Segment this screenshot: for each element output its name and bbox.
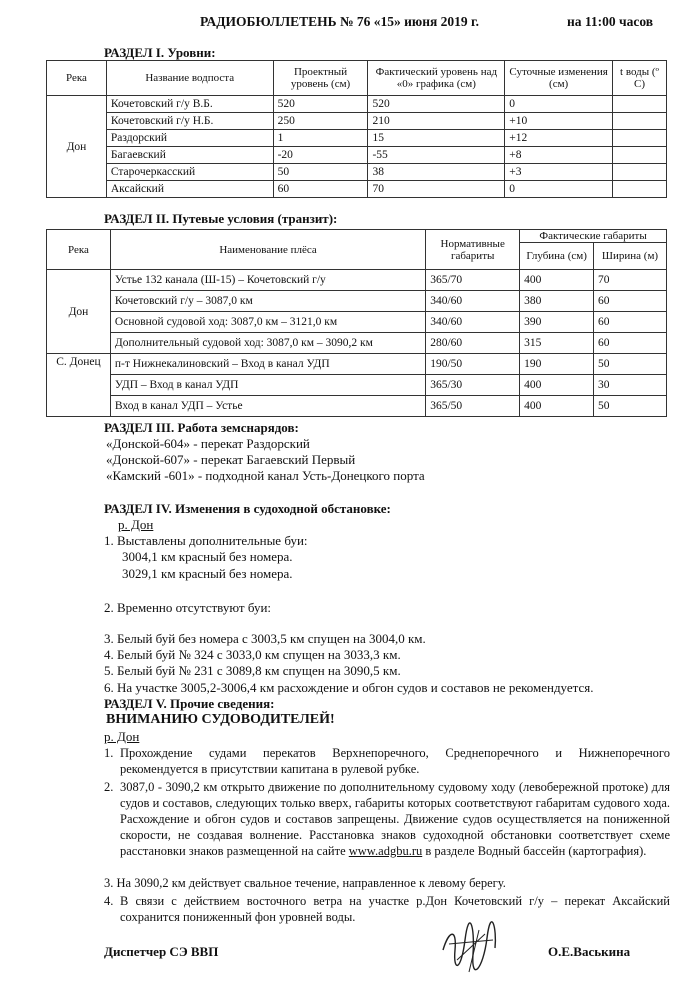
change-subitem: 3029,1 км красный без номера. — [122, 566, 293, 581]
col-river: Река — [47, 61, 107, 96]
daily-cell: 0 — [505, 181, 613, 198]
design-cell: 1 — [273, 130, 368, 147]
change-subitem: 3004,1 км красный без номера. — [122, 549, 293, 564]
river-cell: Дон — [47, 270, 111, 354]
actual-cell: -55 — [368, 147, 505, 164]
dredger-line: «Донской-604» - перекат Раздорский — [106, 436, 310, 451]
daily-cell: +12 — [505, 130, 613, 147]
route-header-row — [47, 230, 667, 243]
post-cell: Кочетовский г/у Н.Б. — [106, 113, 273, 130]
table-row — [47, 96, 667, 113]
note-paragraph: 3. На 3090,2 км действует свальное течение, направленное к левому берегу. — [104, 876, 506, 890]
depth-cell: 190 — [520, 354, 594, 375]
note-paragraph — [120, 779, 670, 859]
col-depth: Глубина (см) — [520, 243, 594, 270]
col-temp: t воды (º С) — [613, 61, 667, 96]
temp-cell — [613, 181, 667, 198]
temp-cell — [613, 147, 667, 164]
actual-cell: 210 — [368, 113, 505, 130]
note-text: 3087,0 - 3090,2 км открыто движение по дополнительному судовому ходу (левобережной протоке) для судов и составов, следующих только вверх, габариты которых соответствуют габаритам судового хода. Расхождение и обгон судов и составов запрещены. Движение судов осуществляется на пониженной скорости, не создавая волнение. Расстановка знаков судоходной обстановки соответствует схеме расстановки знаков размещенной на сайте — [120, 780, 670, 858]
table-row — [47, 130, 667, 147]
temp-cell — [613, 113, 667, 130]
change-item: 4. Белый буй № 324 с 3033,0 км спущен на 3033,3 км. — [104, 647, 401, 662]
design-cell: 50 — [273, 164, 368, 181]
norm-cell: 340/60 — [426, 291, 520, 312]
section2-title: РАЗДЕЛ II. Путевые условия (транзит): — [104, 211, 338, 226]
col-actual: Фактический уровень над «0» графика (см) — [368, 61, 505, 96]
dredger-line: «Донской-607» - перекат Багаевский Первый — [106, 452, 356, 467]
daily-cell: +3 — [505, 164, 613, 181]
post-cell: Багаевский — [106, 147, 273, 164]
daily-cell: +10 — [505, 113, 613, 130]
dredger-line: «Камский -601» - подходной канал Усть-Донецкого порта — [106, 468, 425, 483]
attention-heading: ВНИМАНИЮ СУДОВОДИТЕЛЕЙ! — [106, 712, 335, 727]
table-row — [47, 396, 667, 417]
river-label: р. Дон — [118, 517, 154, 532]
actual-cell: 15 — [368, 130, 505, 147]
bulletin-time: на 11:00 часов — [567, 14, 654, 29]
river-label: р. Дон — [104, 729, 140, 744]
post-cell: Старочеркасский — [106, 164, 273, 181]
col-river: Река — [47, 230, 111, 270]
bulletin-title: РАДИОБЮЛЛЕТЕНЬ № 76 «15» июня 2019 г. — [200, 14, 480, 29]
depth-cell: 390 — [520, 312, 594, 333]
col-post: Название водпоста — [106, 61, 273, 96]
stretch-cell: п-т Нижнекалиновский – Вход в канал УДП — [110, 354, 425, 375]
design-cell: 520 — [273, 96, 368, 113]
post-cell: Раздорский — [106, 130, 273, 147]
stretch-cell: Вход в канал УДП – Устье — [110, 396, 425, 417]
norm-cell: 190/50 — [426, 354, 520, 375]
note-number: 4. — [104, 894, 114, 908]
design-cell: 250 — [273, 113, 368, 130]
width-cell: 30 — [594, 375, 667, 396]
width-cell: 70 — [594, 270, 667, 291]
temp-cell — [613, 164, 667, 181]
depth-cell: 315 — [520, 333, 594, 354]
table-row — [47, 333, 667, 354]
norm-cell: 365/70 — [426, 270, 520, 291]
note-number: 2. — [104, 780, 114, 794]
width-cell: 60 — [594, 291, 667, 312]
note-paragraph: Прохождение судами перекатов Верхнепоречного, Среднепоречного и Нижнепоречного рекомендуется в присутствии капитана в рулевой рубке. — [120, 746, 670, 776]
norm-cell: 280/60 — [426, 333, 520, 354]
table-row — [47, 270, 667, 291]
depth-cell: 400 — [520, 396, 594, 417]
stretch-cell: Кочетовский г/у – 3087,0 км — [110, 291, 425, 312]
stretch-cell: Основной судовой ход: 3087,0 км – 3121,0 км — [110, 312, 425, 333]
col-daily: Суточные изменения (см) — [505, 61, 613, 96]
daily-cell: 0 — [505, 96, 613, 113]
width-cell: 50 — [594, 396, 667, 417]
actual-cell: 38 — [368, 164, 505, 181]
col-stretch: Наименование плёса — [110, 230, 425, 270]
norm-cell: 365/30 — [426, 375, 520, 396]
change-item: 3. Белый буй без номера с 3003,5 км спущен на 3004,0 км. — [104, 631, 426, 646]
levels-table — [46, 60, 667, 198]
col-width: Ширина (м) — [594, 243, 667, 270]
daily-cell: +8 — [505, 147, 613, 164]
width-cell: 50 — [594, 354, 667, 375]
table-row — [47, 291, 667, 312]
table-row — [47, 312, 667, 333]
col-norm: Нормативные габариты — [426, 230, 520, 270]
temp-cell — [613, 96, 667, 113]
section1-title: РАЗДЕЛ I. Уровни: — [104, 45, 216, 60]
section5-title: РАЗДЕЛ V. Прочие сведения: — [104, 696, 275, 711]
stretch-cell: Дополнительный судовой ход: 3087,0 км – 3090,2 км — [110, 333, 425, 354]
depth-cell: 400 — [520, 375, 594, 396]
table-row — [47, 147, 667, 164]
post-cell: Кочетовский г/у В.Б. — [106, 96, 273, 113]
norm-cell: 340/60 — [426, 312, 520, 333]
design-cell: -20 — [273, 147, 368, 164]
table-row — [47, 164, 667, 181]
norm-cell: 365/50 — [426, 396, 520, 417]
signer-name: О.Е.Васькина — [548, 944, 631, 959]
col-design: Проектный уровень (см) — [273, 61, 368, 96]
river-cell: С. Донец — [47, 354, 111, 417]
river-cell: Дон — [47, 96, 107, 198]
change-item: 1. Выставлены дополнительные буи: — [104, 533, 308, 548]
route-table — [46, 229, 667, 417]
note-number: 1. — [104, 746, 114, 760]
table-row — [47, 375, 667, 396]
depth-cell: 380 — [520, 291, 594, 312]
stretch-cell: УДП – Вход в канал УДП — [110, 375, 425, 396]
width-cell: 60 — [594, 333, 667, 354]
note-paragraph: В связи с действием восточного ветра на участке р.Дон Кочетовский г/у – перекат Аксайский сохранится пониженный фон уровней воды. — [120, 894, 670, 924]
depth-cell: 400 — [520, 270, 594, 291]
table-row — [47, 354, 667, 375]
signature-icon — [435, 920, 505, 980]
width-cell: 60 — [594, 312, 667, 333]
levels-header-row — [47, 61, 667, 96]
section4-title: РАЗДЕЛ IV. Изменения в судоходной обстановке: — [104, 501, 391, 516]
design-cell: 60 — [273, 181, 368, 198]
section3-title: РАЗДЕЛ III. Работа земснарядов: — [104, 420, 299, 435]
stretch-cell: Устье 132 канала (Ш-15) – Кочетовский г/у — [110, 270, 425, 291]
change-item: 2. Временно отсутствуют буи: — [104, 600, 272, 615]
actual-cell: 70 — [368, 181, 505, 198]
change-item: 6. На участке 3005,2-3006,4 км расхождение и обгон судов и составов не рекомендуется. — [104, 680, 594, 695]
signer-role: Диспетчер СЭ ВВП — [104, 944, 219, 959]
table-row — [47, 113, 667, 130]
col-actual: Фактические габариты — [520, 230, 667, 243]
change-item: 5. Белый буй № 231 с 3089,8 км спущен на 3090,5 км. — [104, 663, 401, 678]
note-text: в разделе Водный бассейн (картография). — [422, 844, 647, 858]
actual-cell: 520 — [368, 96, 505, 113]
temp-cell — [613, 130, 667, 147]
bulletin-header — [0, 14, 700, 36]
site-link[interactable]: www.adgbu.ru — [348, 844, 423, 858]
table-row — [47, 181, 667, 198]
post-cell: Аксайский — [106, 181, 273, 198]
